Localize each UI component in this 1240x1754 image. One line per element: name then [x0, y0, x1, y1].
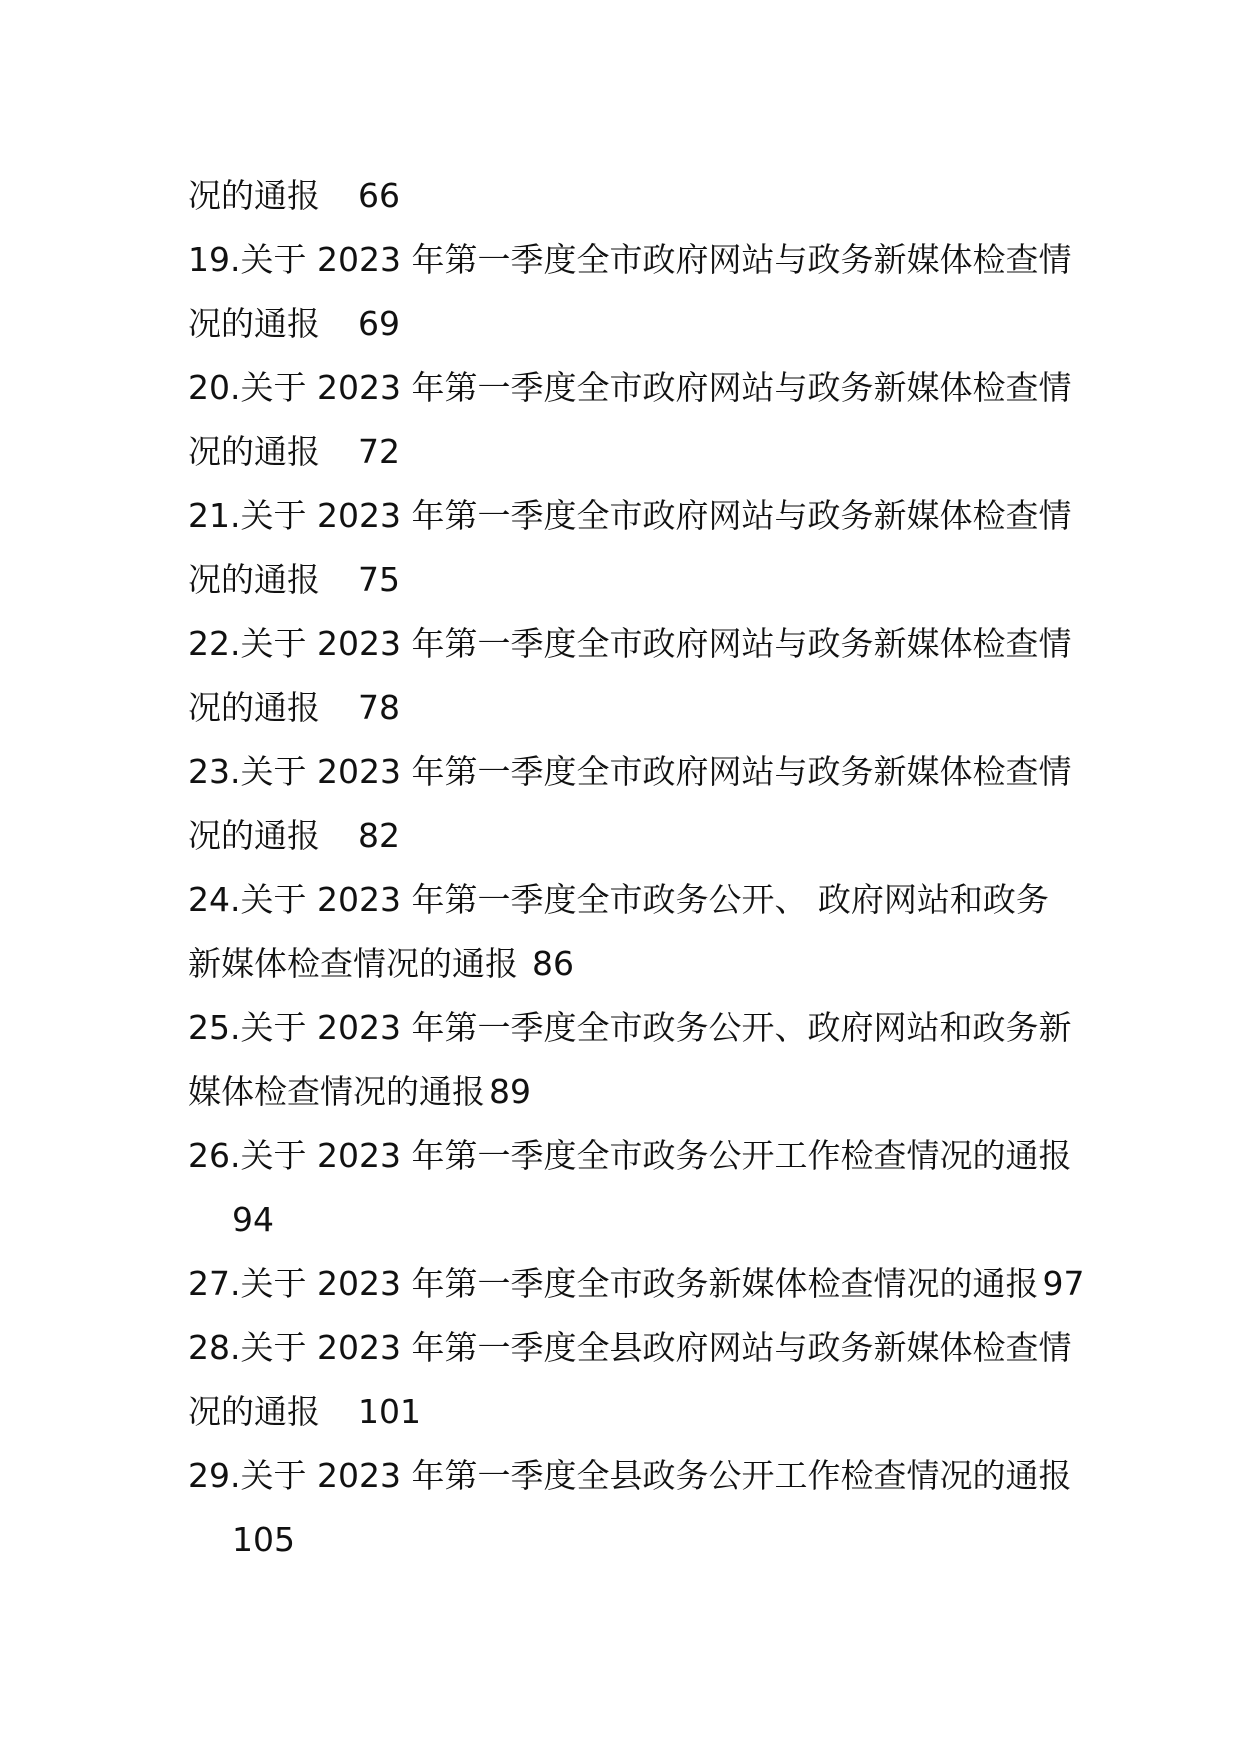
toc-page-number: 72: [358, 432, 400, 471]
toc-page-number: 86: [532, 944, 574, 983]
toc-entry-text: 29.关于 2023 年第一季度全县政务公开工作检查情况的通报: [188, 1456, 1072, 1495]
toc-entry-text: 22.关于 2023 年第一季度全市政府网站与政务新媒体检查情: [188, 624, 1072, 663]
toc-page-number: 97: [1042, 1264, 1085, 1303]
toc-entry-text: 24.关于 2023 年第一季度全市政务公开、 政府网站和政务: [188, 880, 1049, 919]
toc-entry-text: 19.关于 2023 年第一季度全市政府网站与政务新媒体检查情: [188, 240, 1072, 279]
toc-line: [188, 932, 574, 996]
toc-line: [188, 420, 400, 484]
toc-line: [188, 164, 400, 228]
toc-page-number: 89: [489, 1072, 531, 1111]
toc-entry-text: 25.关于 2023 年第一季度全市政务公开、政府网站和政务新: [188, 1008, 1072, 1047]
toc-entry-text: 28.关于 2023 年第一季度全县政府网站与政务新媒体检查情: [188, 1328, 1072, 1367]
toc-page-number: 105: [232, 1520, 295, 1559]
toc-entry-text: 新媒体检查情况的通报: [188, 944, 518, 983]
toc-page-number: 66: [358, 176, 400, 215]
toc-line: [232, 1188, 274, 1252]
toc-line: [188, 1252, 1084, 1316]
toc-entry-text: 况的通报: [188, 304, 320, 343]
toc-line: [188, 676, 400, 740]
toc-line: [232, 1508, 295, 1572]
toc-line: [188, 804, 400, 868]
toc-line: [188, 548, 400, 612]
toc-entry-text: 媒体检查情况的通报: [188, 1072, 485, 1111]
toc-page-number: 94: [232, 1200, 274, 1239]
toc-entry-text: 况的通报: [188, 432, 320, 471]
toc-line: [188, 740, 1071, 804]
toc-line: [188, 1444, 1071, 1508]
toc-entry-text: 况的通报: [188, 688, 320, 727]
toc-page-number: 101: [358, 1392, 421, 1431]
toc-line: [188, 612, 1071, 676]
toc-line: [188, 292, 400, 356]
toc-entry-text: 27.关于 2023 年第一季度全市政务新媒体检查情况的通报: [188, 1264, 1039, 1303]
toc-entry-text: 26.关于 2023 年第一季度全市政务公开工作检查情况的通报: [188, 1136, 1072, 1175]
toc-line: [188, 356, 1071, 420]
toc-line: [188, 484, 1071, 548]
toc-line: [188, 228, 1071, 292]
toc-line: [188, 1380, 421, 1444]
toc-entry-text: 况的通报: [188, 560, 320, 599]
toc-entry-text: 23.关于 2023 年第一季度全市政府网站与政务新媒体检查情: [188, 752, 1072, 791]
toc-entry-text: 况的通报: [188, 816, 320, 855]
toc-page-number: 78: [358, 688, 400, 727]
toc-page-number: 69: [358, 304, 400, 343]
toc-line: [188, 1316, 1071, 1380]
toc-line: [188, 868, 1049, 932]
toc-entry-text: 20.关于 2023 年第一季度全市政府网站与政务新媒体检查情: [188, 368, 1072, 407]
toc-page-number: 82: [358, 816, 400, 855]
toc-entry-text: 21.关于 2023 年第一季度全市政府网站与政务新媒体检查情: [188, 496, 1072, 535]
toc-page-number: 75: [358, 560, 400, 599]
toc-entry-text: 况的通报: [188, 1392, 320, 1431]
toc-line: [188, 1060, 531, 1124]
toc-line: [188, 996, 1071, 1060]
toc-entry-text: 况的通报: [188, 176, 320, 215]
toc-line: [188, 1124, 1071, 1188]
